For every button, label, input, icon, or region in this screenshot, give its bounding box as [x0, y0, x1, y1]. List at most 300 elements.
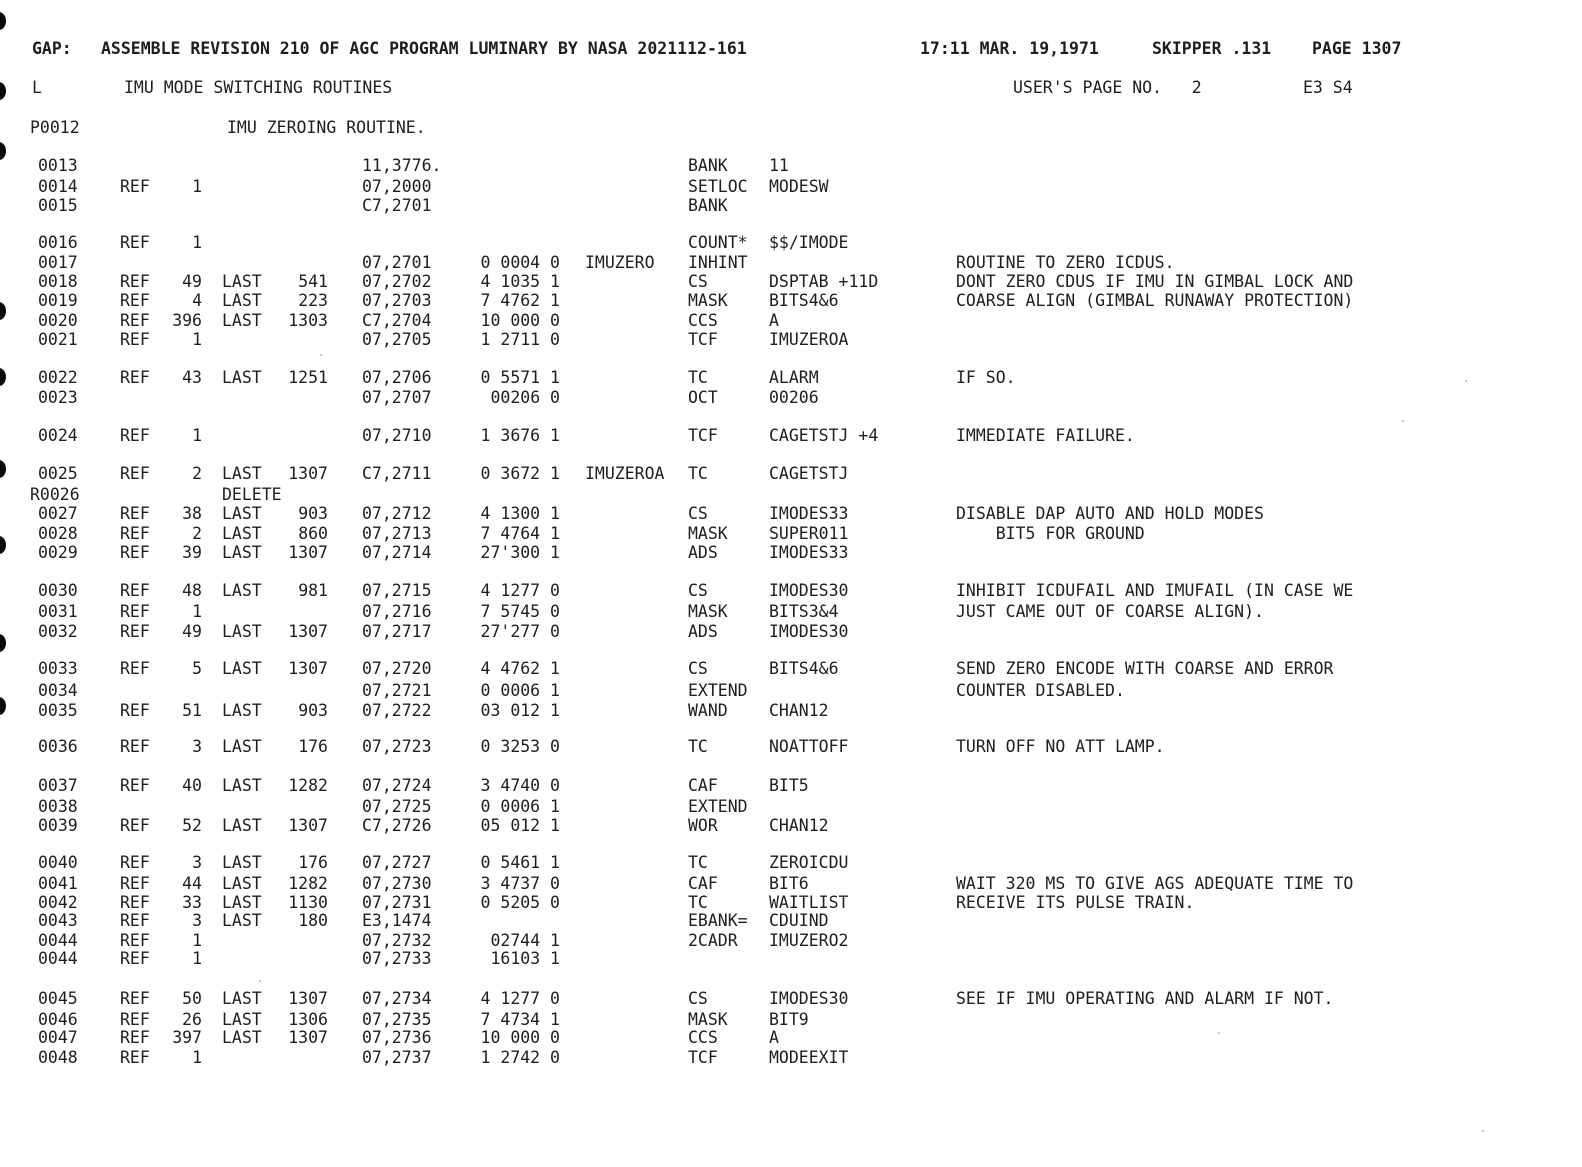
paper-speck — [1465, 380, 1467, 382]
last-page: 1307 — [288, 1028, 328, 1047]
address: 07,2734 — [362, 989, 432, 1008]
opcode: WOR — [688, 816, 718, 835]
ref-marker: REF — [120, 272, 150, 291]
line-number: 0027 — [38, 504, 78, 523]
last-page: 1307 — [288, 816, 328, 835]
octal-word: 27'277 0 — [480, 622, 560, 641]
header-label: GAP: — [32, 39, 72, 58]
punch-hole — [0, 368, 6, 386]
line-number: 0047 — [38, 1028, 78, 1047]
last-page: 1307 — [288, 622, 328, 641]
opcode: CS — [688, 659, 708, 678]
punch-hole — [0, 460, 6, 478]
comment: JUST CAME OUT OF COARSE ALIGN). — [956, 602, 1264, 621]
line-number: 0042 — [38, 893, 78, 912]
operand: NOATTOFF — [769, 737, 849, 756]
ref-marker: REF — [120, 524, 150, 543]
last-marker: LAST — [222, 893, 262, 912]
opcode: ADS — [688, 622, 718, 641]
ref-count: 1 — [192, 949, 202, 968]
octal-word: 0 0006 1 — [480, 681, 560, 700]
line-number: 0030 — [38, 581, 78, 600]
operand: IMODES30 — [769, 989, 849, 1008]
line-number: 0017 — [38, 253, 78, 272]
ref-marker: REF — [120, 776, 150, 795]
ref-count: 49 — [182, 622, 202, 641]
operand: CHAN12 — [769, 816, 829, 835]
last-marker: LAST — [222, 989, 262, 1008]
ref-count: 4 — [192, 291, 202, 310]
ref-marker: REF — [120, 581, 150, 600]
last-marker: LAST — [222, 701, 262, 720]
opcode: TC — [688, 853, 708, 872]
opcode: BANK — [688, 156, 728, 175]
last-marker: LAST — [222, 622, 262, 641]
ref-marker: REF — [120, 177, 150, 196]
ref-count: 39 — [182, 543, 202, 562]
opcode: CAF — [688, 874, 718, 893]
ref-count: 51 — [182, 701, 202, 720]
address: 07,2737 — [362, 1048, 432, 1067]
operand: 00206 — [769, 388, 819, 407]
octal-word: 0 5461 1 — [480, 853, 560, 872]
operand: BITS3&4 — [769, 602, 839, 621]
address: 07,2730 — [362, 874, 432, 893]
address: 07,2716 — [362, 602, 432, 621]
octal-word: 4 4762 1 — [480, 659, 560, 678]
opcode: TCF — [688, 330, 718, 349]
opcode: EBANK= — [688, 911, 748, 930]
last-page: 860 — [298, 524, 328, 543]
line-number: 0021 — [38, 330, 78, 349]
address: 07,2731 — [362, 893, 432, 912]
opcode: TC — [688, 464, 708, 483]
operand: BIT9 — [769, 1010, 809, 1029]
octal-word: 16103 1 — [490, 949, 560, 968]
opcode: TC — [688, 893, 708, 912]
operand: ALARM — [769, 368, 819, 387]
punch-hole — [0, 302, 6, 320]
octal-word: 7 4734 1 — [480, 1010, 560, 1029]
address: 07,2707 — [362, 388, 432, 407]
octal-word: 05 012 1 — [480, 816, 560, 835]
ref-marker: REF — [120, 602, 150, 621]
header-operator: SKIPPER .131 — [1152, 39, 1272, 58]
comment: DISABLE DAP AUTO AND HOLD MODES — [956, 504, 1264, 523]
opcode: CS — [688, 504, 708, 523]
operand: ZEROICDU — [769, 853, 849, 872]
address: 07,2000 — [362, 177, 432, 196]
opcode: CCS — [688, 1028, 718, 1047]
opcode: MASK — [688, 291, 728, 310]
last-page: 1282 — [288, 776, 328, 795]
ref-count: 1 — [192, 602, 202, 621]
last-marker: LAST — [222, 776, 262, 795]
last-marker: LAST — [222, 272, 262, 291]
ref-marker: REF — [120, 874, 150, 893]
operand: IMUZEROA — [769, 330, 849, 349]
address: 07,2702 — [362, 272, 432, 291]
octal-word: 1 2742 0 — [480, 1048, 560, 1067]
line-number: 0039 — [38, 816, 78, 835]
ref-marker: REF — [120, 911, 150, 930]
opcode: CS — [688, 989, 708, 1008]
octal-word: 4 1300 1 — [480, 504, 560, 523]
address: 07,2706 — [362, 368, 432, 387]
users-page-number: USER'S PAGE NO. 2 — [1013, 78, 1202, 97]
opcode: TCF — [688, 1048, 718, 1067]
ref-marker: REF — [120, 737, 150, 756]
comment: IF SO. — [956, 368, 1016, 387]
octal-word: 0 3253 0 — [480, 737, 560, 756]
line-number: 0025 — [38, 464, 78, 483]
ref-count: 397 — [172, 1028, 202, 1047]
last-page: 1251 — [288, 368, 328, 387]
line-number: 0022 — [38, 368, 78, 387]
octal-word: 7 4764 1 — [480, 524, 560, 543]
ref-marker: REF — [120, 659, 150, 678]
opcode: OCT — [688, 388, 718, 407]
line-number: 0044 — [38, 949, 78, 968]
address: 07,2710 — [362, 426, 432, 445]
comment: RECEIVE ITS PULSE TRAIN. — [956, 893, 1195, 912]
comment: COUNTER DISABLED. — [956, 681, 1125, 700]
ref-count: 3 — [192, 737, 202, 756]
ref-marker: REF — [120, 330, 150, 349]
operand: CAGETSTJ — [769, 464, 849, 483]
opcode: CCS — [688, 311, 718, 330]
operand: A — [769, 1028, 779, 1047]
last-page: 903 — [298, 504, 328, 523]
header-page: PAGE 1307 — [1312, 39, 1402, 58]
line-number: 0041 — [38, 874, 78, 893]
ref-count: 26 — [182, 1010, 202, 1029]
opcode: 2CADR — [688, 931, 738, 950]
last-page: 223 — [298, 291, 328, 310]
comment: ROUTINE TO ZERO ICDUS. — [956, 253, 1175, 272]
last-page: 180 — [298, 911, 328, 930]
last-page: 1130 — [288, 893, 328, 912]
opcode: INHINT — [688, 253, 748, 272]
address: 07,2724 — [362, 776, 432, 795]
address: 07,2715 — [362, 581, 432, 600]
ref-count: 2 — [192, 464, 202, 483]
operand: BITS4&6 — [769, 291, 839, 310]
paper-speck — [259, 980, 261, 982]
last-marker: LAST — [222, 816, 262, 835]
paper-speck — [1482, 1130, 1484, 1132]
opcode: EXTEND — [688, 681, 748, 700]
octal-word: 0 5571 1 — [480, 368, 560, 387]
address: 11,3776. — [362, 156, 442, 175]
opcode: MASK — [688, 1010, 728, 1029]
opcode: CS — [688, 272, 708, 291]
opcode: MASK — [688, 602, 728, 621]
octal-word: 3 4737 0 — [480, 874, 560, 893]
instruction-label: IMUZERO — [585, 253, 655, 272]
comment: IMMEDIATE FAILURE. — [956, 426, 1135, 445]
operand: BIT5 — [769, 776, 809, 795]
last-page: 176 — [298, 853, 328, 872]
last-page: 176 — [298, 737, 328, 756]
address: C7,2701 — [362, 196, 432, 215]
line-number: 0013 — [38, 156, 78, 175]
operand: CDUIND — [769, 911, 829, 930]
last-marker: LAST — [222, 874, 262, 893]
ref-count: 33 — [182, 893, 202, 912]
operand: CHAN12 — [769, 701, 829, 720]
comment: COARSE ALIGN (GIMBAL RUNAWAY PROTECTION) — [956, 291, 1354, 310]
ref-marker: REF — [120, 1028, 150, 1047]
ref-count: 3 — [192, 911, 202, 930]
listing-title-line — [0, 117, 426, 139]
last-page: 541 — [298, 272, 328, 291]
line-number: 0015 — [38, 196, 78, 215]
ref-count: 5 — [192, 659, 202, 678]
address: 07,2713 — [362, 524, 432, 543]
ref-count: 43 — [182, 368, 202, 387]
ref-marker: REF — [120, 893, 150, 912]
address: 07,2712 — [362, 504, 432, 523]
instruction-label: IMUZEROA — [585, 464, 665, 483]
ref-count: 52 — [182, 816, 202, 835]
opcode: ADS — [688, 543, 718, 562]
ref-count: 44 — [182, 874, 202, 893]
ref-marker: REF — [120, 311, 150, 330]
opcode: TCF — [688, 426, 718, 445]
line-number: 0044 — [38, 931, 78, 950]
operand: IMODES33 — [769, 543, 849, 562]
line-number: 0043 — [38, 911, 78, 930]
last-page: 1306 — [288, 1010, 328, 1029]
octal-word: 4 1277 0 — [480, 581, 560, 600]
ref-count: 1 — [192, 426, 202, 445]
listing-title-text: IMU ZEROING ROUTINE. — [227, 118, 426, 137]
last-page: 1303 — [288, 311, 328, 330]
ref-count: 50 — [182, 989, 202, 1008]
opcode: WAND — [688, 701, 728, 720]
paper-speck — [1402, 420, 1404, 422]
line-number: 0019 — [38, 291, 78, 310]
ref-count: 1 — [192, 931, 202, 950]
last-marker: LAST — [222, 1010, 262, 1029]
operand: BITS4&6 — [769, 659, 839, 678]
ref-marker: REF — [120, 368, 150, 387]
ref-count: 1 — [192, 330, 202, 349]
last-marker: LAST — [222, 1028, 262, 1047]
comment: TURN OFF NO ATT LAMP. — [956, 737, 1165, 756]
address: 07,2732 — [362, 931, 432, 950]
last-marker: LAST — [222, 911, 262, 930]
opcode: BANK — [688, 196, 728, 215]
ref-marker: REF — [120, 1048, 150, 1067]
subheader-line — [0, 77, 1353, 99]
line-number: 0046 — [38, 1010, 78, 1029]
opcode: TC — [688, 737, 708, 756]
line-number: 0032 — [38, 622, 78, 641]
last-page: 903 — [298, 701, 328, 720]
last-page: 1307 — [288, 989, 328, 1008]
octal-word: 0 0006 1 — [480, 797, 560, 816]
address: 07,2714 — [362, 543, 432, 562]
octal-word: 1 3676 1 — [480, 426, 560, 445]
last-marker: LAST — [222, 464, 262, 483]
octal-word: 02744 1 — [490, 931, 560, 950]
operand: A — [769, 311, 779, 330]
address: 07,2703 — [362, 291, 432, 310]
operand: WAITLIST — [769, 893, 849, 912]
ref-marker: REF — [120, 622, 150, 641]
line-number: R0026 — [30, 485, 80, 504]
address: 07,2735 — [362, 1010, 432, 1029]
ref-marker: REF — [120, 853, 150, 872]
address: 07,2720 — [362, 659, 432, 678]
octal-word: 10 000 0 — [480, 1028, 560, 1047]
comment: INHIBIT ICDUFAIL AND IMUFAIL (IN CASE WE — [956, 581, 1354, 600]
ref-marker: REF — [120, 816, 150, 835]
opcode: EXTEND — [688, 797, 748, 816]
octal-word: 3 4740 0 — [480, 776, 560, 795]
ref-count: 2 — [192, 524, 202, 543]
octal-word: 4 1277 0 — [480, 989, 560, 1008]
opcode: CAF — [688, 776, 718, 795]
ref-marker: REF — [120, 291, 150, 310]
section-title: IMU MODE SWITCHING ROUTINES — [124, 78, 393, 97]
operand: IMODES30 — [769, 581, 849, 600]
ref-count: 3 — [192, 853, 202, 872]
octal-word: 0 3672 1 — [480, 464, 560, 483]
line-number: 0018 — [38, 272, 78, 291]
operand: MODESW — [769, 177, 829, 196]
last-marker: LAST — [222, 543, 262, 562]
address: 07,2717 — [362, 622, 432, 641]
line-number: 0045 — [38, 989, 78, 1008]
line-number: 0024 — [38, 426, 78, 445]
last-page: 1307 — [288, 543, 328, 562]
last-marker: LAST — [222, 853, 262, 872]
line-number: 0034 — [38, 681, 78, 700]
last-marker: LAST — [222, 311, 262, 330]
ref-marker: REF — [120, 931, 150, 950]
address: C7,2704 — [362, 311, 432, 330]
line-number: 0048 — [38, 1048, 78, 1067]
octal-word: 4 1035 1 — [480, 272, 560, 291]
ref-count: 48 — [182, 581, 202, 600]
operand: CAGETSTJ +4 — [769, 426, 879, 445]
operand: DSPTAB +11D — [769, 272, 879, 291]
comment: SEE IF IMU OPERATING AND ALARM IF NOT. — [956, 989, 1334, 1008]
line-number: 0040 — [38, 853, 78, 872]
address: 07,2723 — [362, 737, 432, 756]
punch-hole — [0, 634, 6, 652]
octal-word: 7 4762 1 — [480, 291, 560, 310]
comment: WAIT 320 MS TO GIVE AGS ADEQUATE TIME TO — [956, 874, 1354, 893]
opcode: CS — [688, 581, 708, 600]
ref-marker: REF — [120, 543, 150, 562]
comment: BIT5 FOR GROUND — [956, 524, 1145, 543]
opcode: MASK — [688, 524, 728, 543]
address: 07,2736 — [362, 1028, 432, 1047]
address: 07,2725 — [362, 797, 432, 816]
octal-word: 00206 0 — [490, 388, 560, 407]
address: C7,2726 — [362, 816, 432, 835]
octal-word: 0 0004 0 — [480, 253, 560, 272]
paper-speck — [320, 354, 322, 356]
ref-marker: REF — [120, 989, 150, 1008]
octal-word: 10 000 0 — [480, 311, 560, 330]
address: 07,2721 — [362, 681, 432, 700]
ref-marker: REF — [120, 701, 150, 720]
last-marker: LAST — [222, 737, 262, 756]
address: 07,2705 — [362, 330, 432, 349]
address: 07,2701 — [362, 253, 432, 272]
ref-count: 40 — [182, 776, 202, 795]
operand: IMUZERO2 — [769, 931, 849, 950]
line-number: 0036 — [38, 737, 78, 756]
last-page: 981 — [298, 581, 328, 600]
line-number: 0038 — [38, 797, 78, 816]
last-marker: LAST — [222, 581, 262, 600]
octal-word: 7 5745 0 — [480, 602, 560, 621]
header-line — [0, 38, 1402, 60]
last-page: 1307 — [288, 464, 328, 483]
opcode: TC — [688, 368, 708, 387]
operand: MODEEXIT — [769, 1048, 849, 1067]
address: 07,2727 — [362, 853, 432, 872]
line-number: 0023 — [38, 388, 78, 407]
last-marker: LAST — [222, 368, 262, 387]
ref-marker: REF — [120, 504, 150, 523]
ref-count: 1 — [192, 233, 202, 252]
ref-marker: REF — [120, 949, 150, 968]
bank-code: E3 S4 — [1303, 78, 1353, 97]
last-marker: LAST — [222, 659, 262, 678]
address: 07,2733 — [362, 949, 432, 968]
opcode: SETLOC — [688, 177, 748, 196]
last-marker: LAST — [222, 504, 262, 523]
ref-marker: REF — [120, 464, 150, 483]
punch-hole — [0, 536, 6, 554]
ref-count: 1 — [192, 177, 202, 196]
punch-hole — [0, 12, 6, 30]
line-number: 0020 — [38, 311, 78, 330]
operand: IMODES33 — [769, 504, 849, 523]
line-number: 0016 — [38, 233, 78, 252]
ref-count: 1 — [192, 1048, 202, 1067]
address: E3,1474 — [362, 911, 432, 930]
last-page: 1282 — [288, 874, 328, 893]
ref-marker: REF — [120, 1010, 150, 1029]
address: C7,2711 — [362, 464, 432, 483]
octal-word: 27'300 1 — [480, 543, 560, 562]
line-number: 0028 — [38, 524, 78, 543]
header-title: ASSEMBLE REVISION 210 OF AGC PROGRAM LUMINARY BY NASA 2021112-161 — [101, 39, 747, 58]
paper-speck — [1218, 1032, 1220, 1034]
ref-marker: REF — [120, 426, 150, 445]
operand: $$/IMODE — [769, 233, 849, 252]
comment: SEND ZERO ENCODE WITH COARSE AND ERROR — [956, 659, 1334, 678]
operand: BIT6 — [769, 874, 809, 893]
subheader-mark: L — [32, 78, 42, 97]
operand: 11 — [769, 156, 789, 175]
line-number: 0029 — [38, 543, 78, 562]
address: 07,2722 — [362, 701, 432, 720]
opcode: COUNT* — [688, 233, 748, 252]
octal-word: 03 012 1 — [480, 701, 560, 720]
operand: SUPER011 — [769, 524, 849, 543]
last-page: 1307 — [288, 659, 328, 678]
line-number: 0031 — [38, 602, 78, 621]
